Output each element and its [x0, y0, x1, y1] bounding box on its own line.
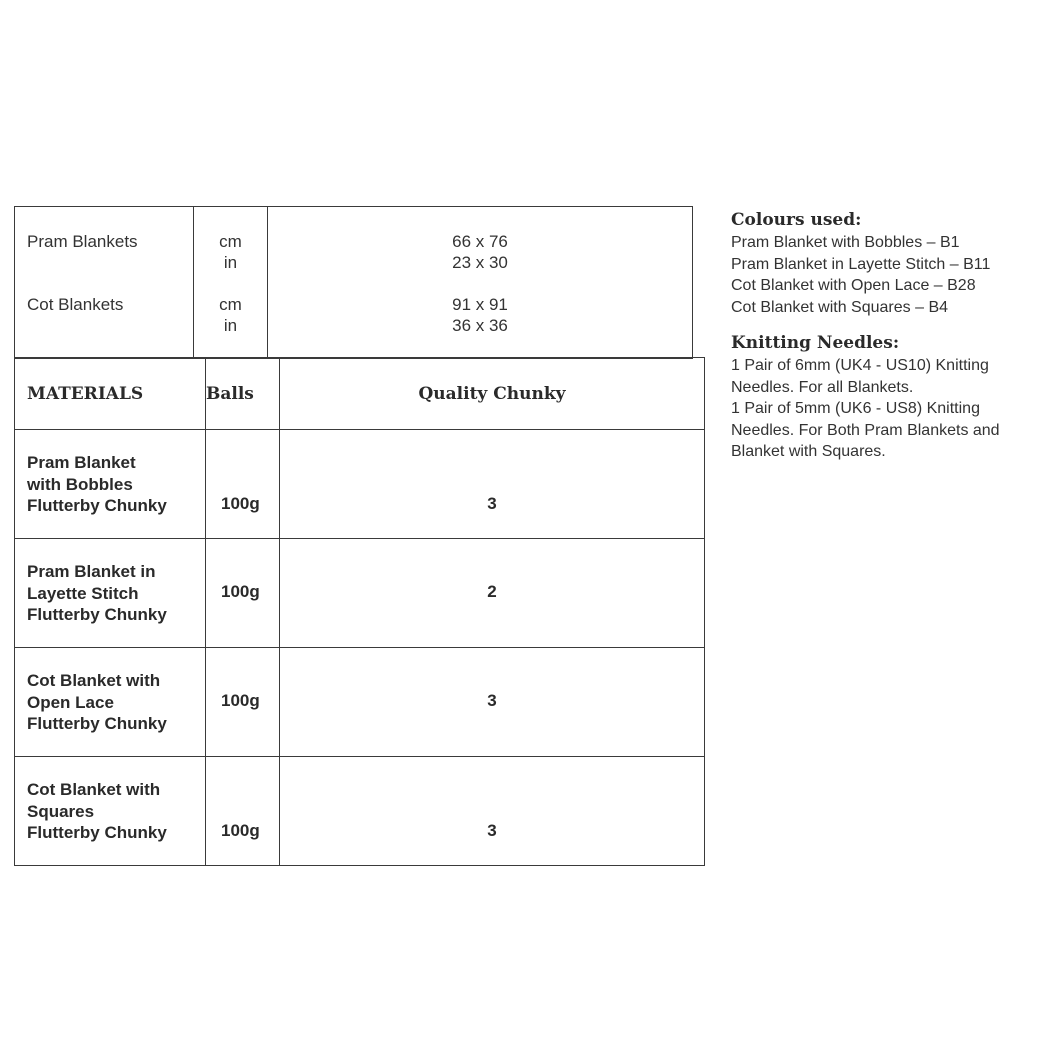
size-dim: 23 x 30 — [452, 253, 508, 272]
material-row — [15, 430, 705, 539]
size-dims-cell — [268, 207, 693, 359]
material-name: Cot Blanket with Open Lace Flutterby Chunky — [27, 671, 167, 733]
needles-line: Needles. For Both Pram Blankets and — [731, 421, 1000, 439]
balls-header-label: Balls — [206, 358, 280, 430]
colour-line: Cot Blanket with Open Lace – B28 — [731, 277, 976, 294]
colour-line: Cot Blanket with Squares – B4 — [731, 298, 949, 316]
size-unit: in — [223, 316, 238, 335]
size-units-cell — [194, 207, 268, 359]
material-name: Pram Blanket in Layette Stitch Flutterby Chunky — [27, 562, 167, 624]
size-dim: 36 x 36 — [452, 316, 508, 335]
needles-line: 1 Pair of 6mm (UK4 - US10) Knitting — [731, 357, 989, 374]
materials-header-row — [15, 358, 705, 430]
material-balls: 3 — [487, 691, 497, 710]
material-name: Cot Blanket with Squares Flutterby Chunky — [27, 780, 167, 842]
material-row — [15, 757, 705, 866]
size-dim: 91 x 91 — [452, 295, 508, 314]
material-row — [15, 648, 705, 757]
size-name: Pram Blankets — [27, 232, 138, 251]
needles-line: Needles. For all Blankets. — [731, 378, 914, 396]
material-balls: 3 — [487, 821, 497, 840]
material-name: Pram Blanket with Bobbles Flutterby Chunky — [27, 453, 167, 515]
needles-section — [731, 331, 1060, 463]
size-unit: in — [223, 253, 238, 272]
material-row — [15, 539, 705, 648]
material-weight: 100g — [221, 582, 260, 601]
size-name: Cot Blankets — [27, 295, 124, 314]
sizes-row — [15, 207, 693, 359]
material-weight: 100g — [221, 821, 260, 840]
colour-line: Pram Blanket with Bobbles – B1 — [731, 234, 960, 251]
materials-header-label: MATERIALS — [15, 358, 206, 430]
material-balls: 3 — [487, 494, 497, 513]
size-names-cell — [15, 207, 194, 359]
needles-line: 1 Pair of 5mm (UK6 - US8) Knitting — [731, 400, 980, 417]
needles-line: Blanket with Squares. — [731, 443, 886, 460]
material-weight: 100g — [221, 691, 260, 710]
quality-header-label: Quality Chunky — [280, 358, 705, 430]
material-weight: 100g — [221, 494, 260, 513]
material-balls: 2 — [487, 582, 497, 601]
colour-line: Pram Blanket in Layette Stitch – B11 — [731, 255, 991, 273]
size-unit: cm — [219, 295, 242, 314]
materials-table — [14, 357, 705, 866]
side-notes — [731, 208, 1060, 463]
needles-heading: Knitting Needles: — [731, 333, 900, 353]
size-dim: 66 x 76 — [452, 232, 508, 251]
sizes-table — [14, 206, 693, 359]
colours-heading: Colours used: — [731, 210, 862, 230]
size-unit: cm — [219, 232, 242, 251]
